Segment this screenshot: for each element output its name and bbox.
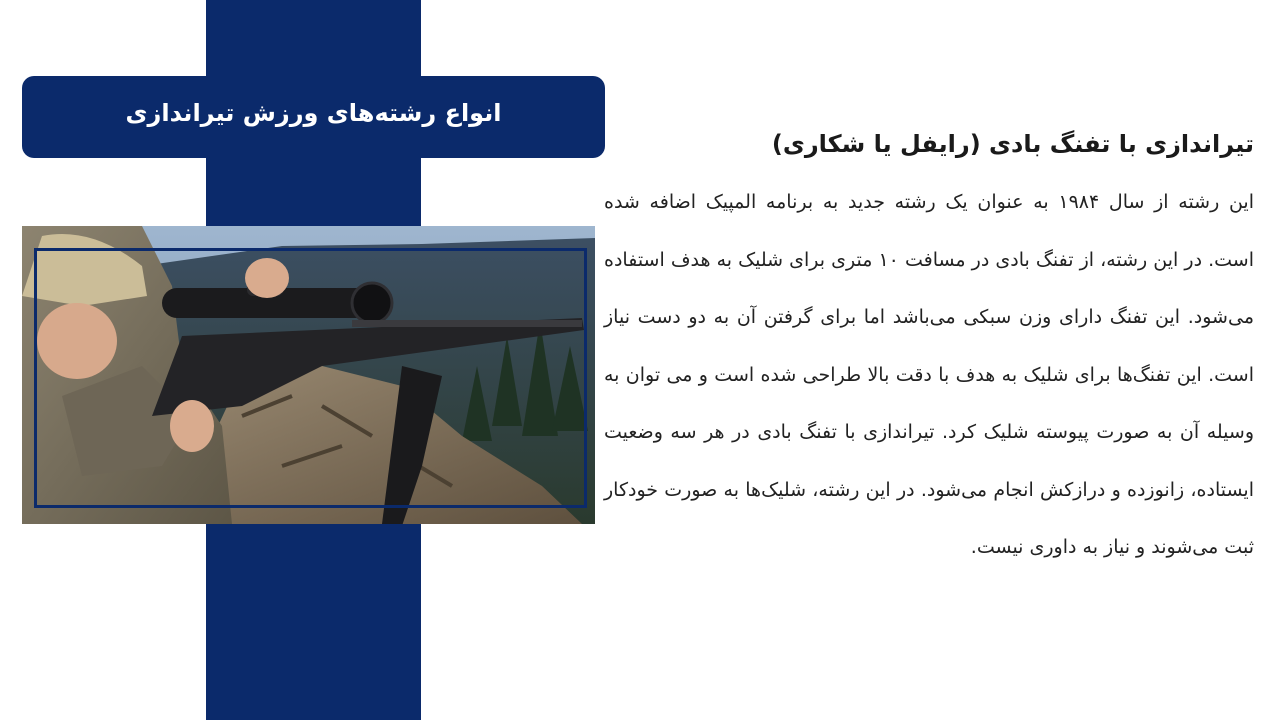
content-section — [604, 118, 1254, 577]
title-banner — [22, 76, 605, 158]
rifle-barrel — [352, 320, 582, 327]
rifle-shooter-photo — [22, 226, 595, 524]
section-heading: تیراندازی با تفنگ بادی (رایفل یا شکاری) — [771, 130, 1254, 158]
shooter-face — [37, 303, 117, 379]
section-body: این رشته از سال ۱۹۸۴ به عنوان یک رشته جدید به برنامه المپیک اضافه شده است. در این رشته، از تفنگ بادی در مسافت ۱۰ متری برای شلیک به هدف استفاده می‌شود. این تفنگ دارای وزن سبکی می‌باشد اما برای گرفتن آن به دو دست نیاز است. این تفنگ‌ها برای شلیک به هدف با دقت بالا طراحی شده است و می توان به وسیله آن به صورت پیوسته شلیک کرد. تیراندازی با تفنگ بادی در هر سه وضعیت ایستاده، زانوزده و درازکش انجام می‌شود. در این رشته، شلیک‌ها به صورت خودکار ثبت می‌شوند و نیاز به داوری نیست. — [604, 191, 1255, 558]
photo-illustration — [22, 226, 595, 524]
shooter-hand-bottom — [170, 400, 214, 452]
shooter-hand-top — [245, 258, 289, 298]
banner-title: انواع رشته‌های ورزش تیراندازی — [125, 99, 502, 127]
